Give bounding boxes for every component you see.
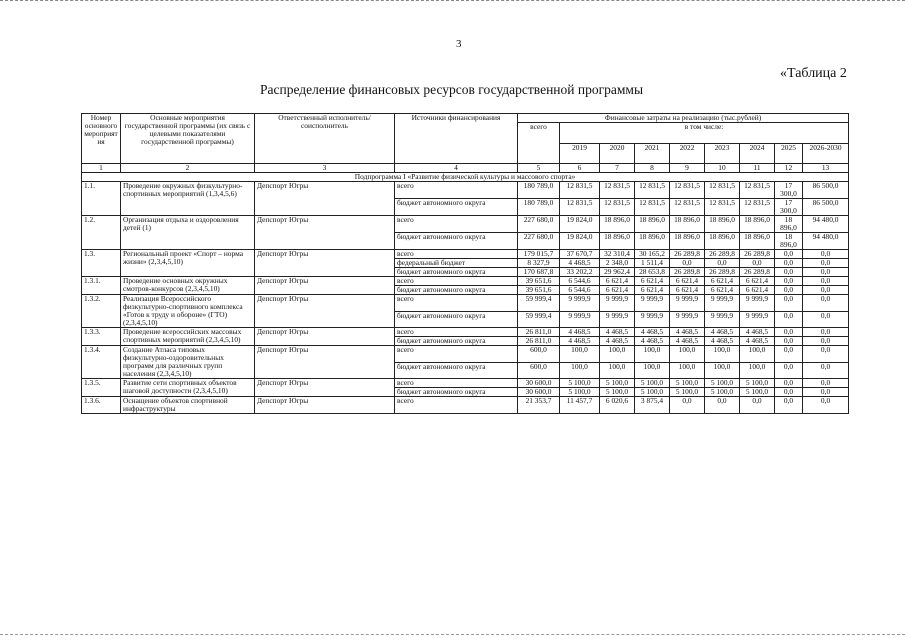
amount-cell: 5 100,0 [600, 388, 635, 397]
amount-cell: 6 621,4 [600, 277, 635, 286]
amount-cell: 8 327,9 [518, 259, 560, 268]
amount-cell: 0,0 [775, 362, 803, 379]
amount-cell: 9 999,9 [740, 311, 775, 328]
amount-cell: 30 165,2 [635, 250, 670, 259]
amount-cell: 9 999,9 [705, 295, 740, 312]
table-row [82, 397, 849, 414]
activity-name: Организация отдыха и оздоровления детей (1) [121, 216, 255, 250]
amount-cell: 0,0 [775, 259, 803, 268]
funding-source: всего [395, 328, 518, 337]
executor-name: Депспорт Югры [255, 216, 395, 250]
funding-source: бюджет автономного округа [395, 286, 518, 295]
amount-cell: 6 020,6 [600, 397, 635, 414]
funding-source: бюджет автономного округа [395, 311, 518, 328]
amount-cell: 600,0 [518, 346, 560, 363]
amount-cell: 179 015,7 [518, 250, 560, 259]
amount-cell: 0,0 [775, 268, 803, 277]
column-numbers-row [82, 164, 849, 173]
executor-name: Депспорт Югры [255, 277, 395, 295]
amount-cell: 6 621,4 [670, 277, 705, 286]
amount-cell: 29 962,4 [600, 268, 635, 277]
amount-cell: 28 653,8 [635, 268, 670, 277]
amount-cell: 0,0 [803, 328, 849, 337]
amount-cell: 0,0 [803, 346, 849, 363]
table-row [82, 277, 849, 286]
row-number: 1.3.1. [82, 277, 121, 295]
column-number: 3 [255, 164, 395, 173]
amount-cell: 100,0 [635, 346, 670, 363]
amount-cell: 5 100,0 [635, 379, 670, 388]
amount-cell: 180 789,0 [518, 199, 560, 216]
funding-source: бюджет автономного округа [395, 337, 518, 346]
funding-source: всего [395, 216, 518, 233]
amount-cell: 12 831,5 [635, 182, 670, 199]
amount-cell: 6 621,4 [670, 286, 705, 295]
amount-cell: 26 289,8 [670, 268, 705, 277]
amount-cell: 5 100,0 [740, 379, 775, 388]
subprogram-title: Подпрограмма I «Развитие физической культуры и массового спорта» [82, 173, 849, 182]
amount-cell: 9 999,9 [705, 311, 740, 328]
amount-cell: 26 289,8 [740, 268, 775, 277]
amount-cell: 4 468,5 [600, 337, 635, 346]
amount-cell: 5 100,0 [670, 379, 705, 388]
table-row [82, 182, 849, 199]
executor-name: Депспорт Югры [255, 250, 395, 277]
amount-cell: 0,0 [803, 397, 849, 414]
amount-cell: 6 621,4 [600, 286, 635, 295]
amount-cell: 37 670,7 [560, 250, 600, 259]
amount-cell: 0,0 [775, 346, 803, 363]
amount-cell: 26 811,0 [518, 328, 560, 337]
executor-name: Депспорт Югры [255, 182, 395, 216]
amount-cell: 0,0 [775, 328, 803, 337]
amount-cell: 9 999,9 [600, 295, 635, 312]
amount-cell: 100,0 [635, 362, 670, 379]
amount-cell: 9 999,9 [560, 311, 600, 328]
funding-source: бюджет автономного округа [395, 199, 518, 216]
amount-cell: 100,0 [600, 362, 635, 379]
amount-cell: 0,0 [740, 259, 775, 268]
header-year: 2025 [775, 143, 803, 164]
amount-cell: 0,0 [803, 286, 849, 295]
amount-cell: 5 100,0 [560, 379, 600, 388]
amount-cell: 9 999,9 [600, 311, 635, 328]
row-number: 1.1. [82, 182, 121, 216]
column-number: 4 [395, 164, 518, 173]
amount-cell: 227 680,0 [518, 233, 560, 250]
amount-cell: 4 468,5 [560, 259, 600, 268]
amount-cell: 6 621,4 [635, 286, 670, 295]
column-number: 1 [82, 164, 121, 173]
column-number: 6 [560, 164, 600, 173]
amount-cell: 0,0 [670, 397, 705, 414]
amount-cell: 4 468,5 [670, 337, 705, 346]
column-number: 8 [635, 164, 670, 173]
amount-cell: 0,0 [775, 250, 803, 259]
amount-cell: 100,0 [670, 362, 705, 379]
amount-cell: 26 289,8 [670, 250, 705, 259]
amount-cell: 5 100,0 [560, 388, 600, 397]
funding-source: всего [395, 346, 518, 363]
amount-cell: 4 468,5 [705, 328, 740, 337]
amount-cell: 39 651,6 [518, 286, 560, 295]
amount-cell: 0,0 [803, 295, 849, 312]
activity-name: Региональный проект «Спорт – норма жизни» (2,3,4,5,10) [121, 250, 255, 277]
amount-cell: 0,0 [740, 397, 775, 414]
funding-source: бюджет автономного округа [395, 362, 518, 379]
amount-cell: 9 999,9 [670, 295, 705, 312]
amount-cell: 227 680,0 [518, 216, 560, 233]
amount-cell: 0,0 [705, 259, 740, 268]
funding-source: бюджет автономного округа [395, 268, 518, 277]
amount-cell: 4 468,5 [560, 328, 600, 337]
amount-cell: 5 100,0 [740, 388, 775, 397]
amount-cell: 0,0 [670, 259, 705, 268]
bottom-scan-edge [0, 634, 905, 636]
table-row [82, 379, 849, 388]
row-number: 1.3.3. [82, 328, 121, 346]
amount-cell: 18 896,0 [705, 233, 740, 250]
amount-cell: 0,0 [803, 250, 849, 259]
funding-source: всего [395, 397, 518, 414]
funding-source: федеральный бюджет [395, 259, 518, 268]
amount-cell: 4 468,5 [560, 337, 600, 346]
funding-source: всего [395, 379, 518, 388]
amount-cell: 0,0 [803, 379, 849, 388]
activity-name: Развитие сети спортивных объектов шаговой доступности (2,3,4,5,10) [121, 379, 255, 397]
amount-cell: 26 811,0 [518, 337, 560, 346]
header-executor: Ответственный исполнитель/соисполнитель [255, 114, 395, 164]
column-number: 10 [705, 164, 740, 173]
header-year: 2019 [560, 143, 600, 164]
amount-cell: 17 300,0 [775, 182, 803, 199]
funding-source: всего [395, 182, 518, 199]
amount-cell: 0,0 [775, 277, 803, 286]
table-row [82, 216, 849, 233]
activity-name: Проведение основных окружных смотров-конкурсов (2,3,4,5,10) [121, 277, 255, 295]
amount-cell: 59 999,4 [518, 311, 560, 328]
amount-cell: 94 480,0 [803, 233, 849, 250]
amount-cell: 12 831,5 [600, 199, 635, 216]
funding-source: всего [395, 250, 518, 259]
amount-cell: 100,0 [600, 346, 635, 363]
amount-cell: 1 511,4 [635, 259, 670, 268]
column-number: 7 [600, 164, 635, 173]
top-scan-edge [0, 0, 905, 4]
amount-cell: 170 687,8 [518, 268, 560, 277]
amount-cell: 6 621,4 [740, 286, 775, 295]
amount-cell: 94 480,0 [803, 216, 849, 233]
amount-cell: 19 824,0 [560, 216, 600, 233]
amount-cell: 4 468,5 [740, 337, 775, 346]
column-number: 2 [121, 164, 255, 173]
executor-name: Депспорт Югры [255, 346, 395, 379]
table-row [82, 328, 849, 337]
amount-cell: 0,0 [803, 311, 849, 328]
amount-cell: 30 600,0 [518, 388, 560, 397]
amount-cell: 100,0 [705, 346, 740, 363]
amount-cell: 18 896,0 [635, 216, 670, 233]
header-year: 2022 [670, 143, 705, 164]
amount-cell: 12 831,5 [635, 199, 670, 216]
amount-cell: 100,0 [560, 346, 600, 363]
amount-cell: 0,0 [803, 362, 849, 379]
amount-cell: 0,0 [803, 268, 849, 277]
amount-cell: 5 100,0 [670, 388, 705, 397]
amount-cell: 9 999,9 [635, 295, 670, 312]
amount-cell: 39 651,6 [518, 277, 560, 286]
header-year: 2024 [740, 143, 775, 164]
executor-name: Депспорт Югры [255, 397, 395, 414]
amount-cell: 19 824,0 [560, 233, 600, 250]
funding-source: всего [395, 295, 518, 312]
amount-cell: 86 500,0 [803, 182, 849, 199]
amount-cell: 18 896,0 [600, 233, 635, 250]
amount-cell: 100,0 [740, 346, 775, 363]
executor-name: Депспорт Югры [255, 379, 395, 397]
amount-cell: 4 468,5 [670, 328, 705, 337]
executor-name: Депспорт Югры [255, 295, 395, 328]
subprogram-row [82, 173, 849, 182]
amount-cell: 100,0 [740, 362, 775, 379]
amount-cell: 9 999,9 [670, 311, 705, 328]
table-row [82, 295, 849, 312]
amount-cell: 4 468,5 [705, 337, 740, 346]
amount-cell: 12 831,5 [705, 199, 740, 216]
amount-cell: 4 468,5 [635, 328, 670, 337]
amount-cell: 12 831,5 [600, 182, 635, 199]
amount-cell: 100,0 [560, 362, 600, 379]
amount-cell: 26 289,8 [705, 268, 740, 277]
row-number: 1.3. [82, 250, 121, 277]
amount-cell: 18 896,0 [705, 216, 740, 233]
amount-cell: 12 831,5 [740, 199, 775, 216]
header-num: Номер основного мероприят ия [82, 114, 121, 164]
executor-name: Депспорт Югры [255, 328, 395, 346]
column-number: 5 [518, 164, 560, 173]
header-year: 2026-2030 [803, 143, 849, 164]
column-number: 13 [803, 164, 849, 173]
amount-cell: 0,0 [775, 337, 803, 346]
amount-cell: 12 831,5 [670, 199, 705, 216]
amount-cell: 0,0 [775, 388, 803, 397]
activity-name: Проведение окружных физкультурно-спортивных мероприятий (1,3,4,5,6) [121, 182, 255, 216]
row-number: 1.3.2. [82, 295, 121, 328]
amount-cell: 180 789,0 [518, 182, 560, 199]
amount-cell: 18 896,0 [600, 216, 635, 233]
amount-cell: 18 896,0 [740, 216, 775, 233]
amount-cell: 21 353,7 [518, 397, 560, 414]
header-total: всего [518, 123, 560, 164]
amount-cell: 5 100,0 [635, 388, 670, 397]
header-row [82, 114, 849, 123]
amount-cell: 6 544,6 [560, 277, 600, 286]
amount-cell: 30 600,0 [518, 379, 560, 388]
amount-cell: 11 457,7 [560, 397, 600, 414]
amount-cell: 0,0 [803, 337, 849, 346]
amount-cell: 6 621,4 [705, 286, 740, 295]
amount-cell: 12 831,5 [740, 182, 775, 199]
row-number: 1.3.5. [82, 379, 121, 397]
amount-cell: 2 348,0 [600, 259, 635, 268]
activity-name: Проведение всероссийских массовых спортивных мероприятий (2,3,4,5,10) [121, 328, 255, 346]
row-number: 1.3.4. [82, 346, 121, 379]
activity-name: Создание Атласа типовых физкультурно-оздоровительных программ для различных групп населения (2,3,4,5,10) [121, 346, 255, 379]
column-number: 9 [670, 164, 705, 173]
amount-cell: 0,0 [775, 311, 803, 328]
amount-cell: 18 896,0 [670, 233, 705, 250]
column-number: 12 [775, 164, 803, 173]
amount-cell: 12 831,5 [670, 182, 705, 199]
amount-cell: 100,0 [705, 362, 740, 379]
amount-cell: 18 896,0 [635, 233, 670, 250]
document-title: Распределение финансовых ресурсов государственной программы [260, 82, 644, 97]
amount-cell: 5 100,0 [705, 379, 740, 388]
table-row [82, 250, 849, 259]
amount-cell: 6 621,4 [740, 277, 775, 286]
amount-cell: 5 100,0 [600, 379, 635, 388]
header-sources: Источники финансирования [395, 114, 518, 164]
amount-cell: 12 831,5 [705, 182, 740, 199]
header-year: 2020 [600, 143, 635, 164]
amount-cell: 9 999,9 [635, 311, 670, 328]
amount-cell: 0,0 [705, 397, 740, 414]
table-row [82, 346, 849, 363]
amount-cell: 26 289,8 [705, 250, 740, 259]
amount-cell: 26 289,8 [740, 250, 775, 259]
amount-cell: 9 999,9 [740, 295, 775, 312]
header-activities: Основные мероприятия государственной программы (их связь с целевыми показателями государственной программы) [121, 114, 255, 164]
amount-cell: 18 896,0 [775, 233, 803, 250]
activity-name: Оснащение объектов спортивной инфраструктуры [121, 397, 255, 414]
amount-cell: 0,0 [775, 295, 803, 312]
header-including: в том числе: [560, 123, 849, 144]
row-number: 1.3.6. [82, 397, 121, 414]
amount-cell: 0,0 [775, 379, 803, 388]
funding-source: всего [395, 277, 518, 286]
activity-name: Реализация Всероссийского физкультурно-спортивного комплекса «Готов к труду и обороне» (ГТО) (2,3,4,5,10) [121, 295, 255, 328]
amount-cell: 6 544,6 [560, 286, 600, 295]
column-number: 11 [740, 164, 775, 173]
amount-cell: 12 831,5 [560, 182, 600, 199]
amount-cell: 0,0 [803, 388, 849, 397]
amount-cell: 17 300,0 [775, 199, 803, 216]
funding-source: бюджет автономного округа [395, 233, 518, 250]
amount-cell: 59 999,4 [518, 295, 560, 312]
amount-cell: 0,0 [803, 259, 849, 268]
amount-cell: 32 310,4 [600, 250, 635, 259]
amount-cell: 12 831,5 [560, 199, 600, 216]
amount-cell: 4 468,5 [740, 328, 775, 337]
amount-cell: 0,0 [803, 277, 849, 286]
header-year: 2021 [635, 143, 670, 164]
amount-cell: 9 999,9 [560, 295, 600, 312]
amount-cell: 18 896,0 [670, 216, 705, 233]
amount-cell: 86 500,0 [803, 199, 849, 216]
amount-cell: 3 875,4 [635, 397, 670, 414]
amount-cell: 18 896,0 [775, 216, 803, 233]
amount-cell: 6 621,4 [635, 277, 670, 286]
finance-table [81, 113, 849, 414]
amount-cell: 4 468,5 [635, 337, 670, 346]
page-number: 3 [456, 38, 462, 50]
amount-cell: 0,0 [775, 397, 803, 414]
amount-cell: 600,0 [518, 362, 560, 379]
amount-cell: 0,0 [775, 286, 803, 295]
table-reference: «Таблица 2 [780, 66, 847, 81]
amount-cell: 100,0 [670, 346, 705, 363]
amount-cell: 33 202,2 [560, 268, 600, 277]
row-number: 1.2. [82, 216, 121, 250]
header-year: 2023 [705, 143, 740, 164]
amount-cell: 6 621,4 [705, 277, 740, 286]
funding-source: бюджет автономного округа [395, 388, 518, 397]
amount-cell: 5 100,0 [705, 388, 740, 397]
amount-cell: 18 896,0 [740, 233, 775, 250]
header-costs: Финансовые затраты на реализацию (тыс.рублей) [518, 114, 849, 123]
amount-cell: 4 468,5 [600, 328, 635, 337]
